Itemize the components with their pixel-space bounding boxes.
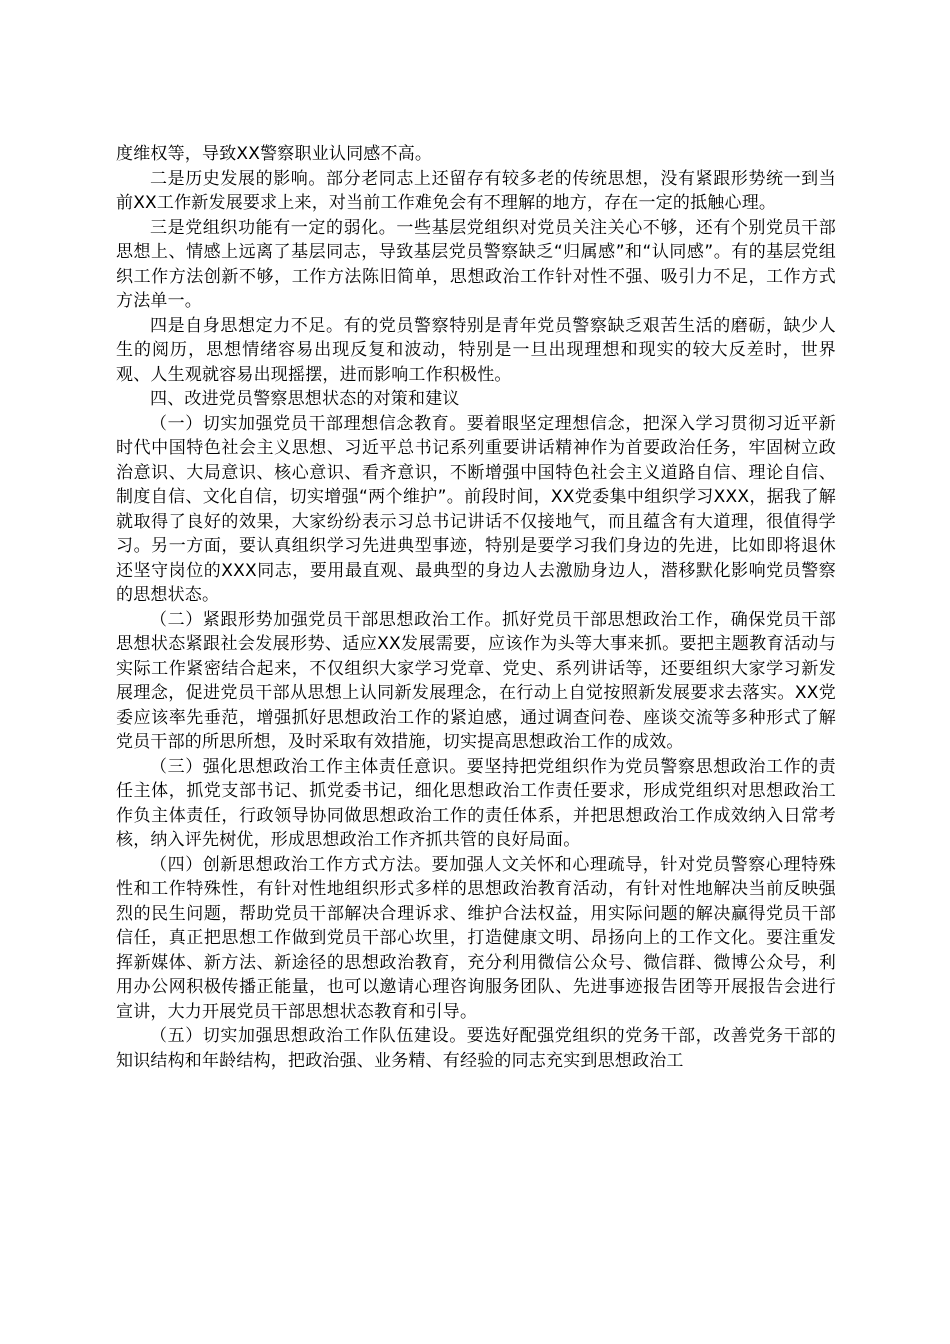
paragraph-item-2: （二）紧跟形势加强党员干部思想政治工作。抓好党员干部思想政治工作，确保党员干部思想状态紧跟社会发展形势、适应XX发展需要，应该作为头等大事来抓。要把主题教育活动与实际工作紧密结合起来，不仅组织大家学习党章、党史、系列讲话等，还要组织大家学习新发展理念，促进党员干部从思想上认同新发展理念，在行动上自觉按照新发展要求去落实。XX党委应该率先垂范，增强抓好思想政治工作的紧迫感，通过调查问卷、座谈交流等多种形式了解党员干部的所思所想，及时采取有效措施，切实提高思想政治工作的成效。 [116,609,836,752]
paragraph-historical-influence: 二是历史发展的影响。部分老同志上还留存有较多老的传统思想，没有紧跟形势统一到当前XX工作新发展要求上来，对当前工作难免会有不理解的地方，存在一定的抵触心理。 [116,168,836,213]
paragraph-item-5: （五）切实加强思想政治工作队伍建设。要选好配强党组织的党务干部，改善党务干部的知识结构和年龄结构，把政治强、业务精、有经验的同志充实到思想政治工 [116,1026,836,1071]
paragraph-continuation: 度维权等，导致XX警察职业认同感不高。 [116,144,433,164]
paragraph-ideological-strength: 四是自身思想定力不足。有的党员警察特别是青年党员警察缺乏艰苦生活的磨砺，缺少人生的阅历，思想情绪容易出现反复和波动，特别是一旦出现理想和现实的较大反差时，世界观、人生观就容易出现摇摆，进而影响工作积极性。 [116,315,836,385]
paragraph-item-3: （三）强化思想政治工作主体责任意识。要坚持把党组织作为党员警察思想政治工作的责任主体，抓党支部书记、抓党委书记，细化思想政治工作责任要求，形成党组织对思想政治工作负主体责任，行政领导协同做思想政治工作的责任体系，并把思想政治工作成效纳入日常考核，纳入评先树优，形成思想政治工作齐抓共管的良好局面。 [116,756,836,850]
document-body [116,142,836,1073]
paragraph-item-1: （一）切实加强党员干部理想信念教育。要着眼坚定理想信念，把深入学习贯彻习近平新时代中国特色社会主义思想、习近平总书记系列重要讲话精神作为首要政治任务，牢固树立政治意识、大局意识、核心意识、看齐意识，不断增强中国特色社会主义道路自信、理论自信、制度自信、文化自信，切实增强“两个维护”。前段时间，XX党委集中组织学习XXX，据我了解就取得了良好的效果，大家纷纷表示习总书记讲话不仅接地气，而且蕴含有大道理，很值得学习。另一方面，要认真组织学习先进典型事迹，特别是要学习我们身边的先进，比如即将退休还坚守岗位的XXX同志，要用最直观、最典型的身边人去激励身边人，潜移默化影响党员警察的思想状态。 [116,413,836,605]
paragraph-item-4: （四）创新思想政治工作方式方法。要加强人文关怀和心理疏导，针对党员警察心理特殊性和工作特殊性，有针对性地组织形式多样的思想政治教育活动，有针对性地解决当前反映强烈的民生问题，帮助党员干部解决合理诉求、维护合法权益，用实际问题的解决赢得党员干部信任，真正把思想工作做到党员干部心坎里，打造健康文明、昂扬向上的工作文化。要注重发挥新媒体、新方法、新途径的思想政治教育，充分利用微信公众号、微信群、微博公众号，利用办公网积极传播正能量，也可以邀请心理咨询服务团队、先进事迹报告团等开展报告会进行宣讲，大力开展党员干部思想状态教育和引导。 [116,854,836,1022]
paragraph-party-function-weakened: 三是党组织功能有一定的弱化。一些基层党组织对党员关注关心不够，还有个别党员干部思想上、情感上远离了基层同志，导致基层党员警察缺乏“归属感”和“认同感”。有的基层党组织工作方法创新不够，工作方法陈旧简单，思想政治工作针对性不强、吸引力不足，工作方式方法单一。 [116,217,836,311]
section-heading-countermeasures: 四、改进党员警察思想状态的对策和建议 [150,389,460,409]
